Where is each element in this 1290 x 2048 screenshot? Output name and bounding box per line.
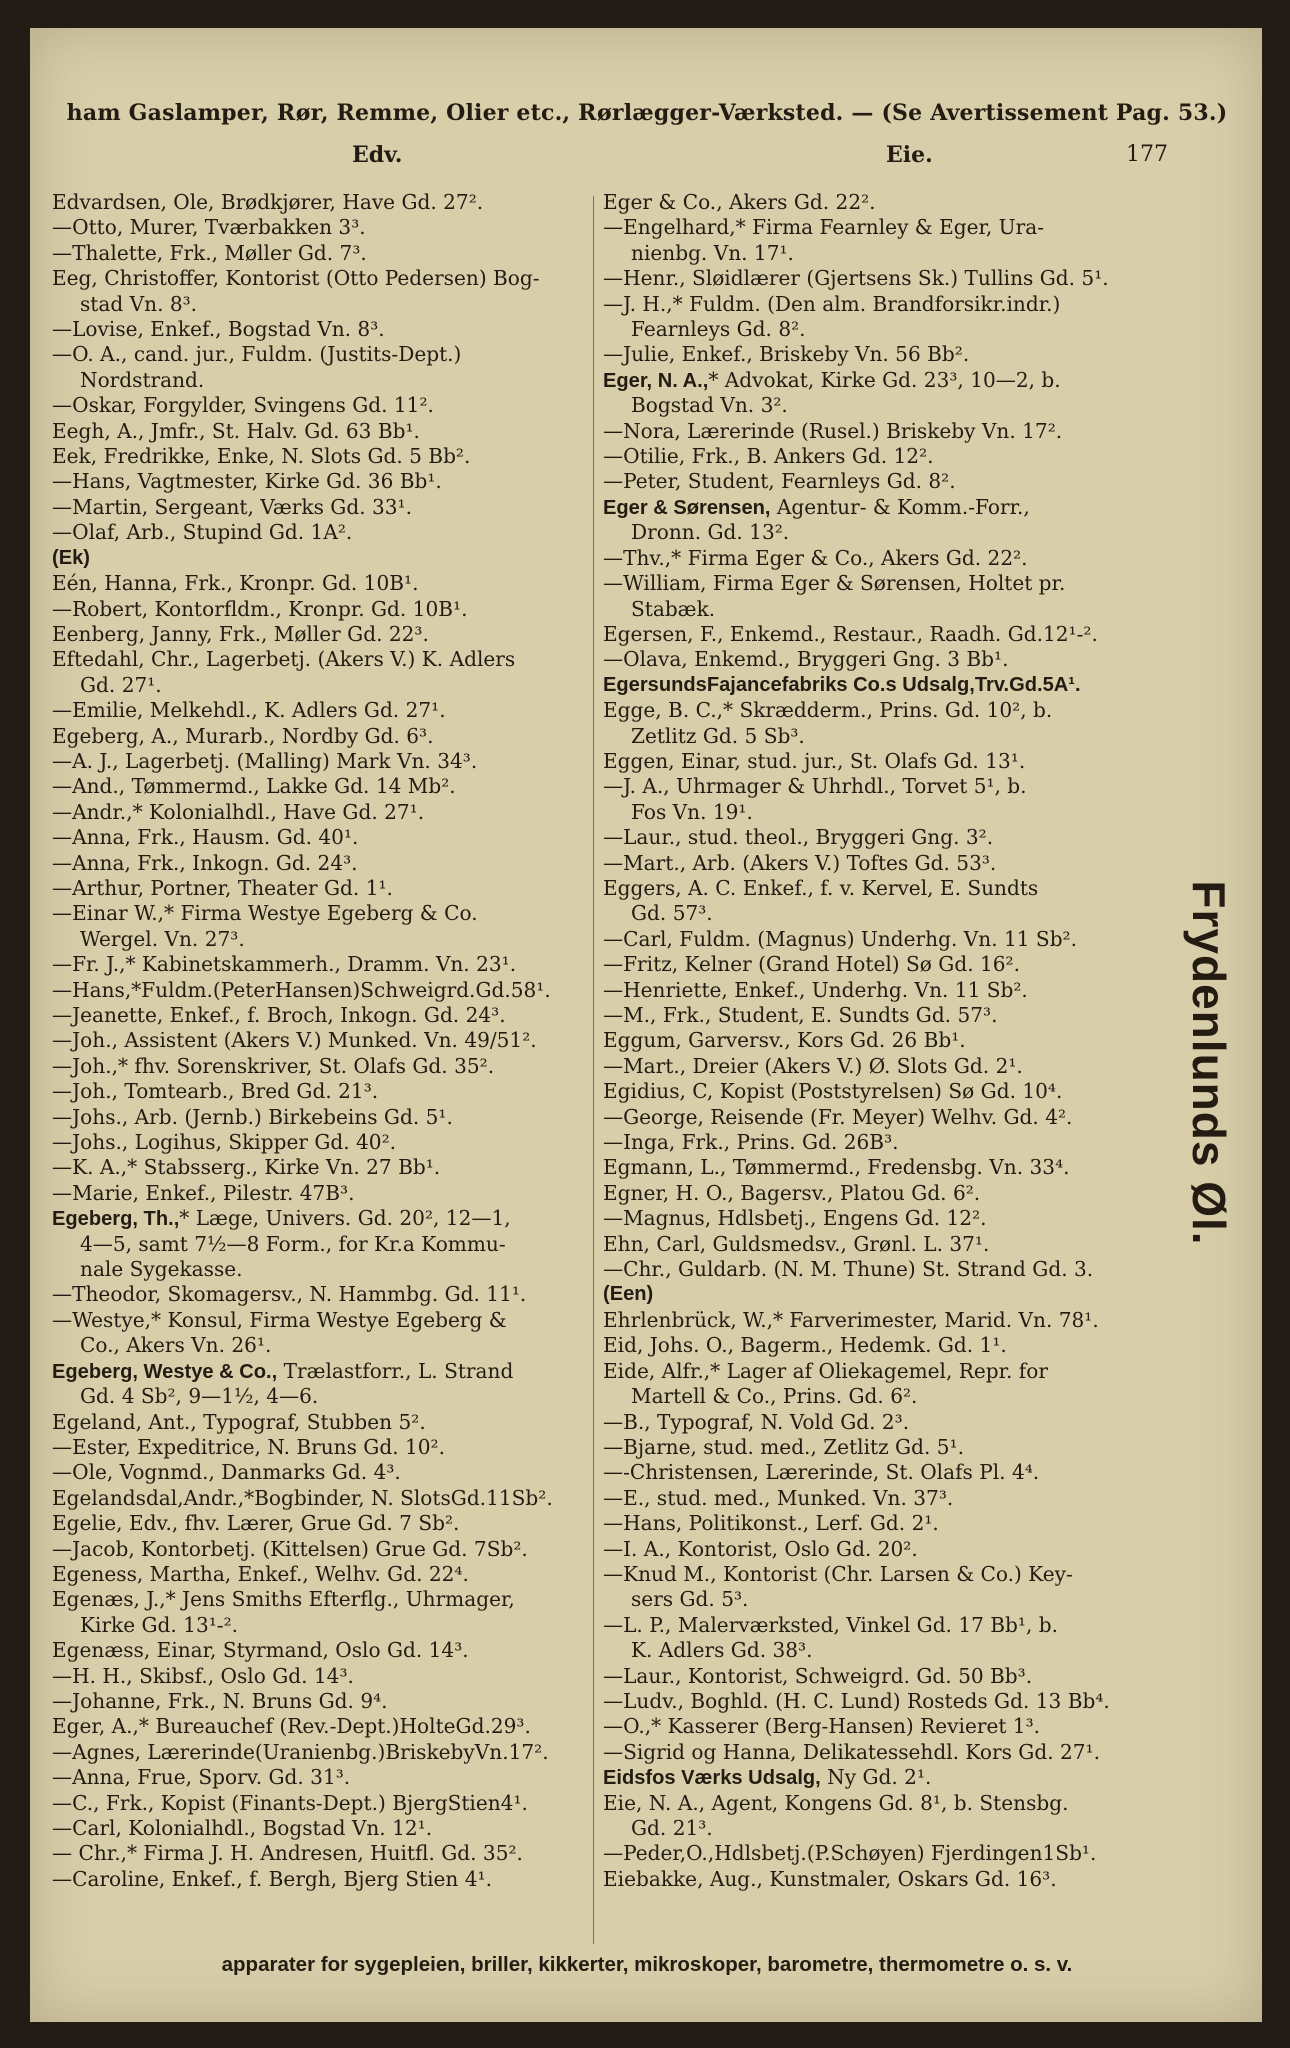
side-advertisement-text: Frydenlunds Øl. (1183, 880, 1235, 1246)
right-column (603, 190, 1155, 1892)
directory-entry-line: Eger & Co., Akers Gd. 22². (603, 190, 876, 214)
directory-entry-line: —M., Frk., Student, E. Sundts Gd. 57³. (603, 1003, 998, 1027)
directory-entry-line: Eger, A.,* Bureauchef (Rev.-Dept.)HolteGd.29³. (52, 1714, 531, 1739)
directory-entry-line: Ehrlenbrück, W.,* Farverimester, Marid. Vn. 78¹. (603, 1307, 1099, 1332)
directory-entry-line: Egelandsdal,Andr.,*Bogbinder, N. SlotsGd.11Sb². (52, 1485, 553, 1510)
directory-entry-line: Eid, Johs. O., Bagerm., Hedemk. Gd. 1¹. (603, 1333, 1007, 1358)
directory-entry-line: —Jacob, Kontorbetj. (Kittelsen) Grue Gd. 7Sb². (52, 1536, 528, 1561)
directory-entry-line: —Einar W.,* Firma Westye Egeberg & Co. (52, 901, 478, 926)
directory-entry-line: —Peder,O.,Hdlsbetj.(P.Schøyen) Fjerdingen1Sb¹. (603, 1841, 1097, 1866)
directory-entry-line: Eeg, Christoffer, Kontorist (Otto Pedersen) Bog- (52, 266, 540, 291)
directory-entry-line: Gd. 21³. (631, 1816, 713, 1840)
directory-entry-line: Gd. 57³. (631, 901, 713, 926)
running-header (66, 142, 1228, 172)
directory-entry-line: —Lovise, Enkef., Bogstad Vn. 8³. (52, 317, 385, 342)
directory-entry-line: —Laur., stud. theol., Bryggeri Gng. 3². (603, 825, 994, 850)
directory-entry-line: Egmann, L., Tømmermd., Fredensbg. Vn. 33⁴. (603, 1155, 1070, 1180)
directory-entry-line: —Peter, Student, Fearnleys Gd. 8². (603, 469, 956, 494)
header-advertisement: ham Gaslamper, Rør, Remme, Olier etc., Rørlægger-Værksted. — (Se Avertissement Pag. 53.) (66, 100, 1228, 126)
directory-entry-line: —Jeanette, Enkef., f. Broch, Inkogn. Gd. 24³. (52, 1003, 506, 1027)
directory-entry-line (603, 495, 1155, 520)
directory-entry-line: —Westye,* Konsul, Firma Westye Egeberg & (52, 1307, 507, 1332)
directory-entry-line: Egersen, F., Enkemd., Restaur., Raadh. Gd.12¹-². (603, 621, 1098, 646)
directory-entry-line: —Hans, Politikonst., Lerf. Gd. 2¹. (603, 1511, 939, 1536)
directory-entry-line: Zetlitz Gd. 5 Sb³. (631, 723, 805, 748)
directory-entry-line: —Laur., Kontorist, Schweigrd. Gd. 50 Bb³. (603, 1663, 1033, 1688)
directory-entry-line: Fearnleys Gd. 8². (631, 317, 806, 342)
directory-entry-line: Egge, B. C.,* Skrædderm., Prins. Gd. 10², b. (603, 698, 1053, 723)
directory-entry-line: —Nora, Lærerinde (Rusel.) Briskeby Vn. 17². (603, 418, 1063, 443)
directory-entry-line: —Ester, Expeditrice, N. Bruns Gd. 10². (52, 1434, 446, 1459)
directory-entry-line (52, 1359, 604, 1384)
directory-entry-line: —Knud M., Kontorist (Chr. Larsen & Co.) Key- (603, 1561, 1073, 1586)
directory-entry-line: —L. P., Malerværksted, Vinkel Gd. 17 Bb¹, b. (603, 1612, 1058, 1637)
directory-entry-line: Egenæs, J.,* Jens Smiths Efterflg., Uhrmager, (52, 1587, 515, 1612)
directory-entry-line: Fos Vn. 19¹. (631, 799, 753, 824)
entry-heading: Eger & Sørensen, (603, 496, 771, 519)
directory-entry-line: —Henr., Sløidlærer (Gjertsens Sk.) Tullins Gd. 5¹. (603, 266, 1109, 291)
entry-heading: Egeberg, Westye & Co., (52, 1360, 278, 1383)
directory-entry-line: —-Christensen, Lærerinde, St. Olafs Pl. 4⁴. (603, 1460, 1040, 1485)
directory-entry-line: —Fritz, Kelner (Grand Hotel) Sø Gd. 16². (603, 952, 1020, 977)
directory-entry-line: Egeness, Martha, Enkef., Welhv. Gd. 22⁴. (52, 1561, 469, 1586)
directory-entry-line: —Andr.,* Kolonialhdl., Have Gd. 27¹. (52, 799, 425, 824)
directory-entry-line: —Caroline, Enkef., f. Bergh, Bjerg Stien 4¹. (52, 1866, 492, 1891)
directory-entry-line: Eie, N. A., Agent, Kongens Gd. 8¹, b. Stensbg. (603, 1790, 1069, 1815)
directory-entry-line: —Hans, Vagtmester, Kirke Gd. 36 Bb¹. (52, 469, 442, 494)
directory-entry-line: Eiebakke, Aug., Kunstmaler, Oskars Gd. 16³. (603, 1866, 1057, 1891)
directory-entry-line: —E., stud. med., Munked. Vn. 37³. (603, 1485, 954, 1510)
directory-entry-line: Eén, Hanna, Frk., Kronpr. Gd. 10B¹. (52, 571, 419, 596)
directory-entry-line: —Ole, Vognmd., Danmarks Gd. 4³. (52, 1460, 401, 1485)
directory-entry-line: Eggers, A. C. Enkef., f. v. Kervel, E. Sundts (603, 875, 1039, 900)
entry-rest: Trælastforr., L. Strand (277, 1358, 514, 1383)
directory-entry-line: —Carl, Fuldm. (Magnus) Underhg. Vn. 11 Sb². (603, 926, 1077, 951)
directory-entry-line: —Otto, Murer, Tværbakken 3³. (52, 215, 366, 240)
directory-entry-line (52, 1206, 604, 1231)
directory-entry-line: —Joh., Tomtearb., Bred Gd. 21³. (52, 1079, 379, 1104)
directory-entry-line: —Olava, Enkemd., Bryggeri Gng. 3 Bb¹. (603, 647, 1009, 672)
directory-entry-line: Nordstrand. (80, 367, 205, 392)
directory-entry-line: —Henriette, Enkef., Underhg. Vn. 11 Sb². (603, 977, 1028, 1002)
directory-entry-line: —J. H.,* Fuldm. (Den alm. Brandforsikr.indr.) (603, 291, 1061, 316)
directory-entry-line: Egeland, Ant., Typograf, Stubben 5². (52, 1409, 426, 1434)
directory-entry-line: —Magnus, Hdlsbetj., Engens Gd. 12². (603, 1206, 987, 1231)
directory-entry-line: —Johanne, Frk., N. Bruns Gd. 9⁴. (52, 1688, 388, 1713)
directory-entry-line: —B., Typograf, N. Vold Gd. 2³. (603, 1409, 910, 1434)
directory-entry-line: (Ek) (52, 546, 90, 569)
directory-entry-line: —Robert, Kontorfldm., Kronpr. Gd. 10B¹. (52, 596, 468, 621)
directory-entry-line: 4—5, samt 7½—8 Form., for Kr.a Kommu- (80, 1231, 506, 1256)
directory-entry-line: —Sigrid og Hanna, Delikatessehdl. Kors Gd. 27¹. (603, 1739, 1100, 1764)
directory-entry-line: Edvardsen, Ole, Brødkjører, Have Gd. 27². (52, 190, 484, 214)
directory-entry-line: —C., Frk., Kopist (Finants-Dept.) BjergStien4¹. (52, 1790, 528, 1815)
directory-entry-line: —O.,* Kasserer (Berg-Hansen) Revieret 1³. (603, 1714, 1041, 1739)
directory-entry-line: Eek, Fredrikke, Enke, N. Slots Gd. 5 Bb². (52, 444, 471, 469)
directory-entry-line: Egeberg, A., Murarb., Nordby Gd. 6³. (52, 723, 434, 748)
directory-entry-line: —Mart., Arb. (Akers V.) Toftes Gd. 53³. (603, 850, 997, 875)
directory-entry-line: Ehn, Carl, Guldsmedsv., Grønl. L. 37¹. (603, 1231, 990, 1256)
directory-entry-line: Kirke Gd. 13¹-². (80, 1612, 239, 1637)
page-number: 177 (1126, 142, 1168, 167)
directory-entry-line: Egenæss, Einar, Styrmand, Oslo Gd. 14³. (52, 1638, 469, 1663)
directory-entry-line: —Olaf, Arb., Stupind Gd. 1A². (52, 520, 353, 545)
entry-heading: Eidsfos Værks Udsalg, (603, 1767, 821, 1790)
directory-entry-line: Stabæk. (631, 596, 716, 621)
directory-entry-line: —Chr., Guldarb. (N. M. Thune) St. Strand Gd. 3. (603, 1257, 1094, 1282)
directory-entry-line: —Carl, Kolonialhdl., Bogstad Vn. 12¹. (52, 1816, 433, 1840)
directory-entry-line: Eegh, A., Jmfr., St. Halv. Gd. 63 Bb¹. (52, 418, 420, 443)
directory-entry-line (603, 368, 1155, 393)
directory-entry-line: —Oskar, Forgylder, Svingens Gd. 11². (52, 393, 434, 418)
directory-entry-line: Martell & Co., Prins. Gd. 6². (631, 1384, 918, 1409)
directory-entry-line: sers Gd. 5³. (631, 1587, 749, 1612)
directory-entry-line: —Johs., Arb. (Jernb.) Birkebeins Gd. 5¹. (52, 1104, 453, 1129)
directory-entry-line: —K. A.,* Stabsserg., Kirke Vn. 27 Bb¹. (52, 1155, 441, 1180)
directory-entry-line: —Joh.,* fhv. Sorenskriver, St. Olafs Gd. 35². (52, 1053, 495, 1078)
directory-entry-line: —J. A., Uhrmager & Uhrhdl., Torvet 5¹, b. (603, 774, 1027, 799)
entry-rest: * Læge, Univers. Gd. 20², 12—1, (179, 1206, 511, 1231)
directory-entry-line: —Johs., Logihus, Skipper Gd. 40². (52, 1130, 397, 1155)
directory-entry-line: Egidius, C, Kopist (Poststyrelsen) Sø Gd. 10⁴. (603, 1079, 1063, 1104)
directory-entry-line: Gd. 4 Sb², 9—1½, 4—6. (80, 1384, 319, 1409)
column-divider (593, 196, 594, 1944)
directory-entry-line: Dronn. Gd. 13². (631, 520, 790, 545)
entry-rest: * Advokat, Kirke Gd. 23³, 10—2, b. (708, 367, 1061, 392)
directory-entry-line: —William, Firma Eger & Sørensen, Holtet pr. (603, 571, 1066, 596)
directory-entry-line: —Mart., Dreier (Akers V.) Ø. Slots Gd. 2¹. (603, 1053, 1023, 1078)
directory-entry-line: —Bjarne, stud. med., Zetlitz Gd. 5¹. (603, 1434, 964, 1459)
directory-entry-line: Egelie, Edv., fhv. Lærer, Grue Gd. 7 Sb². (52, 1511, 460, 1536)
directory-entry-line: —Arthur, Portner, Theater Gd. 1¹. (52, 875, 393, 900)
directory-entry-line: —Anna, Frk., Inkogn. Gd. 24³. (52, 850, 358, 875)
directory-entry-line: Eggum, Garversv., Kors Gd. 26 Bb¹. (603, 1028, 966, 1053)
directory-entry-line: nale Sygekasse. (80, 1257, 243, 1282)
directory-entry-line: K. Adlers Gd. 38³. (631, 1638, 813, 1663)
directory-entry-line: —I. A., Kontorist, Oslo Gd. 20². (603, 1536, 918, 1561)
directory-entry-line: Wergel. Vn. 27³. (80, 926, 245, 951)
directory-entry-line: Eggen, Einar, stud. jur., St. Olafs Gd. 13¹. (603, 748, 1026, 773)
directory-entry-line: —George, Reisende (Fr. Meyer) Welhv. Gd. 4². (603, 1104, 1073, 1129)
entry-rest: Ny Gd. 2¹. (820, 1765, 932, 1790)
entry-heading: Eger, N. A., (603, 369, 709, 392)
left-column (52, 190, 604, 1892)
directory-entry-line: —Emilie, Melkehdl., K. Adlers Gd. 27¹. (52, 698, 446, 723)
directory-page (30, 28, 1262, 2022)
right-guide-word: Eie. (886, 142, 933, 168)
entry-heading: Egeberg, Th., (52, 1208, 180, 1231)
directory-entry-line: Bogstad Vn. 3². (631, 393, 788, 418)
directory-entry-line: —Engelhard,* Firma Fearnley & Eger, Ura- (603, 215, 1044, 240)
side-advertisement (1169, 880, 1249, 1246)
directory-entry-line: —And., Tømmermd., Lakke Gd. 14 Mb². (52, 774, 456, 799)
left-guide-word: Edv. (352, 142, 403, 168)
directory-entry-line: —Ludv., Boghld. (H. C. Lund) Rosteds Gd. 13 Bb⁴. (603, 1688, 1110, 1713)
footer-advertisement: apparater for sygepleien, briller, kikkerter, mikroskoper, barometre, thermometre o. s. v. (221, 1953, 1073, 1976)
directory-entry-line: Egner, H. O., Bagersv., Platou Gd. 6². (603, 1180, 981, 1205)
directory-entry-line: —Theodor, Skomagersv., N. Hammbg. Gd. 11¹. (52, 1282, 527, 1307)
directory-entry-line: —Fr. J.,* Kabinetskammerh., Dramm. Vn. 23¹. (52, 952, 517, 977)
entry-rest: Agentur- & Komm.-Forr., (770, 494, 1030, 519)
directory-entry-line: —A. J., Lagerbetj. (Malling) Mark Vn. 34³. (52, 748, 478, 773)
directory-entry-line: —Martin, Sergeant, Værks Gd. 33¹. (52, 494, 412, 519)
directory-entry-line (603, 1765, 1155, 1790)
directory-entry-line: —Hans,*Fuldm.(PeterHansen)Schweigrd.Gd.58¹. (52, 977, 551, 1002)
directory-entry-line: —Thalette, Frk., Møller Gd. 7³. (52, 240, 367, 265)
directory-entry-line: (Een) (603, 1283, 654, 1306)
directory-entry-line: EgersundsFajancefabriks Co.s Udsalg,Trv.Gd.5A¹. (603, 673, 1081, 696)
directory-entry-line: Eftedahl, Chr., Lagerbetj. (Akers V.) K. Adlers (52, 647, 516, 672)
directory-entry-line: —Inga, Frk., Prins. Gd. 26B³. (603, 1130, 899, 1155)
directory-entry-line: —H. H., Skibsf., Oslo Gd. 14³. (52, 1663, 354, 1688)
directory-entry-line: Gd. 27¹. (80, 672, 162, 697)
directory-entry-line: —O. A., cand. jur., Fuldm. (Justits-Dept.) (52, 342, 462, 367)
directory-entry-line: —Julie, Enkef., Briskeby Vn. 56 Bb². (603, 342, 970, 367)
directory-entry-line: stad Vn. 8³. (80, 291, 198, 316)
directory-entry-line: Eide, Alfr.,* Lager af Oliekagemel, Repr. for (603, 1358, 1048, 1383)
directory-entry-line: —Anna, Frk., Hausm. Gd. 40¹. (52, 825, 359, 850)
directory-entry-line: Co., Akers Vn. 26¹. (80, 1333, 272, 1358)
directory-entry-line: —Otilie, Frk., B. Ankers Gd. 12². (603, 444, 934, 469)
directory-entry-line: — Chr.,* Firma J. H. Andresen, Huitfl. Gd. 35². (52, 1841, 523, 1866)
directory-entry-line: —Joh., Assistent (Akers V.) Munked. Vn. 49/51². (52, 1028, 537, 1053)
directory-entry-line: —Anna, Frue, Sporv. Gd. 31³. (52, 1765, 351, 1790)
directory-entry-line: Eenberg, Janny, Frk., Møller Gd. 22³. (52, 621, 429, 646)
directory-entry-line: —Thv.,* Firma Eger & Co., Akers Gd. 22². (603, 545, 1028, 570)
directory-entry-line: —Agnes, Lærerinde(Uranienbg.)BriskebyVn.17². (52, 1739, 549, 1764)
directory-entry-line: —Marie, Enkef., Pilestr. 47B³. (52, 1180, 355, 1205)
directory-entry-line: nienbg. Vn. 17¹. (631, 240, 794, 265)
